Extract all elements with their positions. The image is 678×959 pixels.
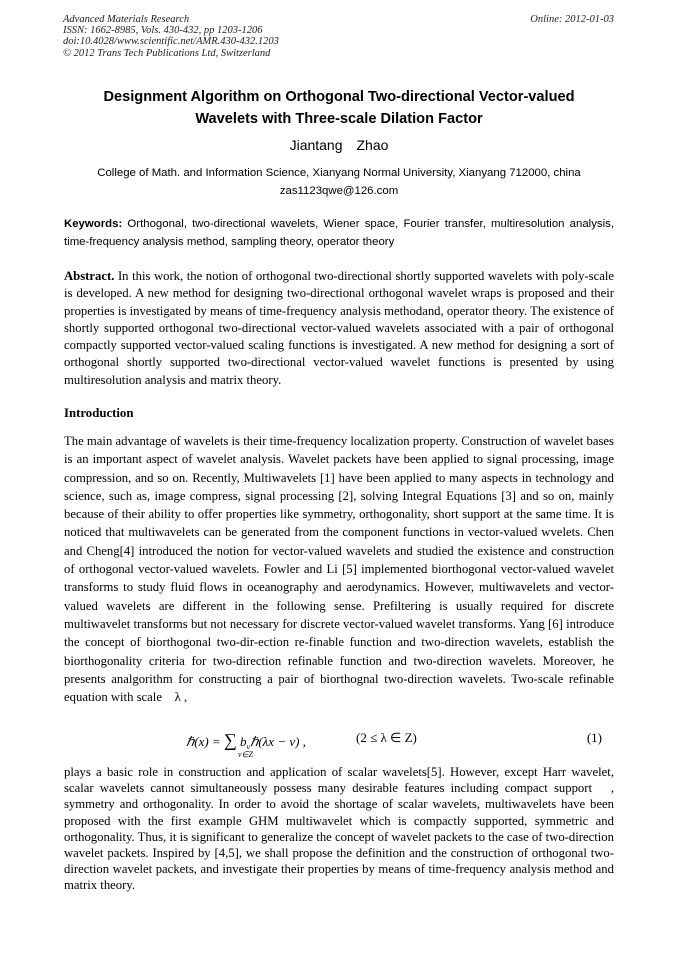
- journal-header: [63, 14, 279, 59]
- introduction-paragraph-1: The main advantage of wavelets is their time-frequency localization property. Construction of wavelet bases is an important aspect of wavelet analysis. Wavelet packets have been applied to signal processing, image compression, and so on. Recently, Multiwavelets [1] have been applied to many aspects in technology and science, such as, image compress, signal processing [2], solving Integral Equations [3] and so on, mainly because of their ability to offer properties like symmetry, orthogonality, short support at the same time. It is noticed that multiwavelets can be generated from the component functions in vector-valued wvelets. Chen and Cheng[4] introduced the notion for vector-valued wavelets and studied the existence and construction of orthogonal vector-valued wavelets. Fowler and Li [5] implemented biorthogonal vector-valued wavelet transforms to study fluid flows in oceanography and aerodynamics. However, multiwavelets and vector-valued wavelets are different in the following sense. Prefiltering is usually required for discrete multiwavelet transforms but not necessary for discrete vector-valued wavelet transforms. Yang [6] introduce the concept of biorthogonal two-dir-ection re-finable function and two-direction wavelets, establish the biorthogonality criteria for two-direction refinable function and two-direction wavelets. Moreover, he presents analgorithm for constructing a pair of biorthognal two-direction wavelets. Two-scale refinable equation with scale λ ,: [64, 434, 614, 705]
- copyright-line: © 2012 Trans Tech Publications Ltd, Switzerland: [63, 47, 271, 59]
- email: zas1123qwe@126.com: [279, 185, 399, 197]
- equation-sub-v: v: [246, 742, 251, 752]
- authors: Jiantang Zhao: [289, 137, 389, 153]
- equation-1: [64, 728, 614, 762]
- title-line-2: Wavelets with Three-scale Dilation Factor: [195, 111, 483, 127]
- keywords-text: Orthogonal, two-directional wavelets, Wiener space, Fourier transfer, multiresolution analysis, time-frequency analysis method, sampling theory, operator theory: [64, 218, 614, 248]
- abstract-text: In this work, the notion of orthogonal two-directional shortly supported wavelets with poly-scale is developed. A new method for designing two-directional orthogonal wavelet wraps is proposed and their properties is investigated by means of time-frequency analysis methodand, operator theory. The existence of shortly supported orthogonal two-directional vector-valued wavelets associated with a pair of orthogonal compactly supported vector-valued scaling functions is investigated. A new method for designing a sort of orthogonal shortly supported two-directional vector-valued wavelet functions is presented by using multiresolution analysis and matrix theory.: [64, 269, 615, 387]
- equation-sum-index: v∈Z: [238, 750, 253, 759]
- title-line-1: Designment Algorithm on Orthogonal Two-directional Vector-valued: [103, 89, 575, 105]
- paper-title: [40, 86, 638, 130]
- keywords-label: Keywords:: [64, 218, 123, 230]
- affiliation: College of Math. and Information Science, Xianyang Normal University, Xianyang 712000, china: [97, 167, 581, 179]
- introduction-paragraph-2: plays a basic role in construction and application of scalar wavelets[5]. However, except Harr wavelet, scalar wavelets cannot simultaneously possess many desirable features including compact support , symmetry and orthogonality. In order to avoid the shortage of scalar wavelets, multiwavelets have been proposed with the first example GHM multiwavelet which is compactly supported, symmetric and orthogonality. Thus, it is significant to generalize the concept of wavelet packets to the case of two-direction wavelet packets. Inspired by [4,5], we shall propose the definition and the construction of orthogonal two-direction wavelet packets, and investigate their properties by means of time-frequency analysis method and matrix theory.: [64, 765, 614, 893]
- affiliation-block: [40, 164, 638, 200]
- equation-tail: ℏ(λx − v) ,: [250, 734, 306, 749]
- abstract-block: [64, 268, 614, 389]
- doi-line: doi:10.4028/www.scientific.net/AMR.430-432.1203: [63, 36, 279, 48]
- abstract-label: Abstract.: [64, 269, 115, 283]
- journal-name: Advanced Materials Research: [63, 14, 190, 25]
- issn-line: ISSN: 1662-8985, Vols. 430-432, pp 1203-1206: [63, 25, 263, 37]
- equation-formula: [186, 730, 306, 752]
- equation-lhs: ℏ(x) =: [186, 734, 224, 749]
- equation-condition: (2 ≤ λ ∈ Z): [356, 730, 417, 745]
- equation-sum-symbol: ∑: [223, 730, 237, 750]
- online-date: Online: 2012-01-03: [530, 14, 614, 25]
- section-heading-introduction: Introduction: [64, 406, 134, 420]
- equation-coef: b: [236, 734, 247, 749]
- equation-number: (1): [586, 730, 602, 745]
- keywords-block: [64, 216, 614, 251]
